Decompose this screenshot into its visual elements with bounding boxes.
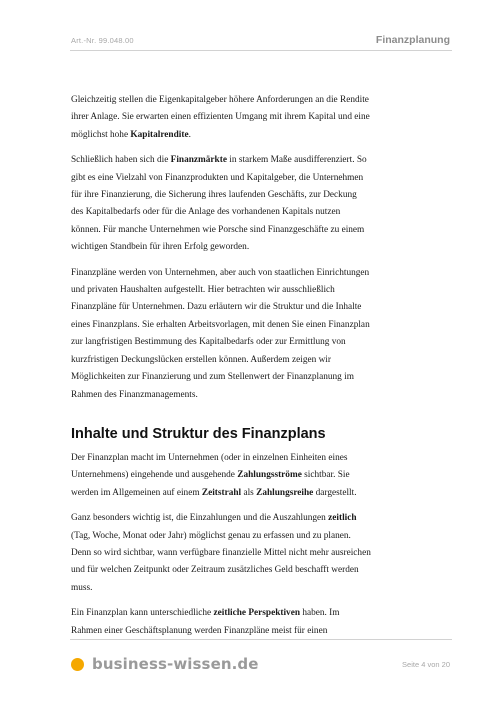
paragraph-2: Schließlich haben sich die Finanzmärkte in starkem Maße ausdifferenziert. So gibt es eine Vielzahl von Finanzprodukten und Kapitalgeber, die Unternehmen für ihre Finanzierung, die Sicherung ihres laufenden Geschäfts, zur Deckung des Kapitalbedarfs oder für die Anlage des vorhandenen Kapitals nutzen können. Für manche Unternehmen wie Porsche sind Finanzgeschäfte zu einem wichtigen Standbein für ihren Erfolg geworden.: [71, 155, 367, 253]
term-zahlungsstroeme: Zahlungsströme: [237, 470, 302, 481]
term-zahlungsreihe: Zahlungsreihe: [256, 487, 314, 498]
document-body: [71, 92, 371, 648]
paragraph-5: Ganz besonders wichtig ist, die Einzahlungen und die Auszahlungen zeitlich (Tag, Woche, Monat oder Jahr) möglichst genau zu erfassen und zu planen. Denn so wird sichtbar, wann verfügbare finanzielle Mittel nicht mehr ausreichen und für welchen Zeitpunkt oder Zeitraum zusätzliches Geld beschafft werden muss.: [71, 513, 371, 593]
page-number: Seite 4 von 20: [402, 660, 450, 669]
footer-divider: [70, 639, 452, 640]
article-number: Art.-Nr. 99.048.00: [71, 36, 134, 45]
term-zeitliche-perspektiven: zeitliche Perspektiven: [213, 608, 301, 619]
section-heading: Inhalte und Struktur des Finanzplans: [71, 425, 326, 442]
term-zeitstrahl: Zeitstrahl: [201, 487, 242, 498]
paragraph-6: Ein Finanzplan kann unterschiedliche zeitliche Perspektiven haben. Im Rahmen einer Geschäftsplanung werden Finanzpläne meist für einen: [71, 608, 340, 636]
paragraph-4: Der Finanzplan macht im Unternehmen (oder in einzelnen Einheiten eines Unternehmens) eingehende und ausgehende Zahlungsströme sichtbar. Sie werden im Allgemeinen auf einem Zeitstrahl als Zahlungsreihe dargestellt.: [71, 452, 357, 498]
logo-dot-icon: [71, 658, 84, 671]
header-divider: [70, 50, 452, 51]
document-title: Finanzplanung: [375, 34, 450, 46]
logo-text: business-wissen.de: [92, 655, 259, 673]
footer-logo[interactable]: [71, 653, 259, 675]
term-zeitlich: zeitlich: [328, 513, 357, 524]
term-kapitalrendite: Kapitalrendite: [130, 129, 189, 140]
paragraph-3: Finanzpläne werden von Unternehmen, aber auch von staatlichen Einrichtungen und privaten Haushalten aufgestellt. Hier betrachten wir ausschließlich Finanzpläne für Unternehmen. Dazu erläutern wir die Struktur und die Inhalte eines Finanzplans. Sie erhalten Arbeitsvorlagen, mit denen Sie einen Finanzplan zur langfristigen Bestimmung des Kapitalbedarfs oder zur Ermittlung von kurzfristigen Deckungslücken erstellen können. Außerdem zeigen wir Möglichkeiten zur Finanzierung und zum Stellenwert der Finanzplanung im Rahmen des Finanzmanagements.: [71, 267, 370, 400]
paragraph-1: Gleichzeitig stellen die Eigenkapitalgeber höhere Anforderungen an die Rendite ihrer Anlage. Sie erwarten einen effizienten Umgang mit ihrem Kapital und eine möglichst hohe Kapitalrendite.: [71, 95, 370, 140]
term-finanzmaerkte: Finanzmärkte: [170, 155, 227, 166]
